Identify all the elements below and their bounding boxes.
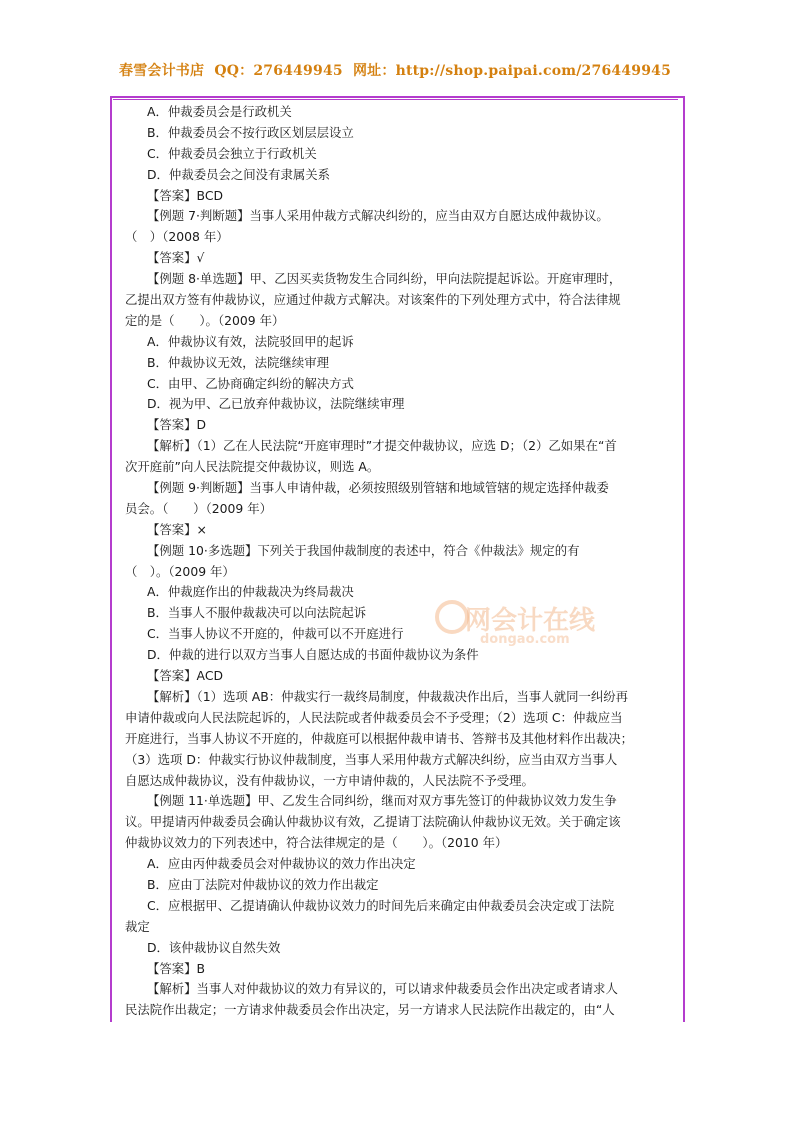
option-line: B．应由丁法院对仲裁协议的效力作出裁定: [147, 876, 379, 892]
option-line: C．由甲、乙协商确定纠纷的解决方式: [147, 375, 354, 391]
text-line: 员会。（ ）（2009 年）: [125, 500, 272, 516]
analysis-line: 【解析】（1）选项 AB：仲裁实行一裁终局制度，仲裁裁决作出后，当事人就同一纠纷再: [147, 688, 629, 704]
option-line: B．当事人不服仲裁裁决可以向法院起诉: [147, 605, 367, 621]
text-line: D．仲裁委员会之间没有隶属关系: [147, 166, 331, 182]
text-line: C．仲裁委员会独立于行政机关: [147, 145, 317, 161]
watermark-sub: dongao.com: [480, 632, 570, 647]
option-line: A．应由丙仲裁委员会对仲裁协议的效力作出决定: [147, 856, 416, 872]
text-line: B．仲裁委员会不按行政区划层层设立: [147, 124, 354, 140]
option-line: D．该仲裁协议自然失效: [147, 939, 281, 955]
option-line: A．仲裁庭作出的仲裁裁决为终局裁决: [147, 584, 354, 600]
question-line: 【例题 10·多选题】下列关于我国仲裁制度的表述中，符合《仲裁法》规定的有: [147, 542, 580, 558]
text-line: 开庭进行，当事人协议不开庭的，仲裁庭可以根据仲裁申请书、答辩书及其他材料作出裁决；: [125, 730, 634, 746]
analysis-line: 【解析】当事人对仲裁协议的效力有异议的，可以请求仲裁委员会作出决定或者请求人: [147, 981, 618, 997]
question-line: 【例题 9·判断题】当事人申请仲裁，必须按照级别管辖和地域管辖的规定选择仲裁委: [147, 480, 609, 496]
text-line: 申请仲裁或向人民法院起诉的，人民法院或者仲裁委员会不予受理；（2）选项 C：仲裁应当: [125, 709, 623, 725]
document-body: [125, 102, 673, 1021]
text-line: 议。甲提请丙仲裁委员会确认仲裁协议有效，乙提请丁法院确认仲裁协议无效。关于确定该: [125, 814, 621, 830]
question-line: 【例题 11·单选题】甲、乙发生合同纠纷，继而对双方事先签订的仲裁协议效力发生争: [147, 793, 617, 809]
page-header: [119, 60, 671, 80]
text-line: 乙提出双方签有仲裁协议，应通过仲裁方式解决。对该案件的下列处理方式中，符合法律规: [125, 292, 621, 308]
answer-line: 【答案】ACD: [147, 668, 224, 684]
watermark-text: 网会计在线: [465, 606, 596, 636]
answer-line: 【答案】D: [147, 417, 207, 433]
option-line: D．视为甲、乙已放弃仲裁协议，法院继续审理: [147, 396, 405, 412]
analysis-line: 【解析】（1）乙在人民法院“开庭审理时”才提交仲裁协议，应选 D；（2）乙如果在“首: [147, 438, 617, 454]
option-line: A．仲裁协议有效，法院驳回甲的起诉: [147, 333, 354, 349]
answer-line: 【答案】√: [147, 250, 205, 266]
text-line: 裁定: [125, 918, 150, 934]
option-line: C．应根据甲、乙提请确认仲裁协议效力的时间先后来确定由仲裁委员会决定或丁法院: [147, 897, 615, 913]
qq-number: QQ：276449945: [214, 63, 343, 79]
text-line: 次开庭前”向人民法院提交仲裁协议，则选 A。: [125, 459, 380, 475]
answer-line: 【答案】BCD: [147, 187, 224, 203]
question-line: 【例题 8·单选题】甲、乙因买卖货物发生合同纠纷，甲向法院提起诉讼。开庭审理时，: [147, 271, 622, 287]
shop-url[interactable]: 网址：http://shop.paipai.com/276449945: [352, 63, 672, 79]
option-line: D．仲裁的进行以双方当事人自愿达成的书面仲裁协议为条件: [147, 647, 479, 663]
text-line: （3）选项 D：仲裁实行协议仲裁制度，当事人采用仲裁方式解决纠纷，应当由双方当事人: [125, 751, 618, 767]
text-line: （ ）。（2009 年）: [125, 563, 235, 579]
answer-line: 【答案】×: [147, 521, 207, 537]
option-line: B．仲裁协议无效，法院继续审理: [147, 354, 329, 370]
frame-divider: [113, 99, 678, 100]
shop-name: 春雪会计书店: [119, 63, 205, 79]
text-line: （ ）（2008 年）: [125, 229, 229, 245]
text-line: 自愿达成仲裁协议，没有仲裁协议，一方申请仲裁的，人民法院不予受理。: [125, 772, 534, 788]
text-line: 定的是（ ）。（2009 年）: [125, 312, 285, 328]
text-line: A．仲裁委员会是行政机关: [147, 104, 292, 119]
text-line: 仲裁协议效力的下列表述中，符合法律规定的是（ ）。（2010 年）: [125, 835, 508, 851]
text-line: 民法院作出裁定；一方请求仲裁委员会作出决定，另一方请求人民法院作出裁定的，由“人: [125, 1002, 615, 1018]
answer-line: 【答案】B: [147, 960, 206, 976]
option-line: C．当事人协议不开庭的，仲裁可以不开庭进行: [147, 626, 404, 642]
question-line: 【例题 7·判断题】当事人采用仲裁方式解决纠纷的，应当由双方自愿达成仲裁协议。: [147, 208, 609, 224]
